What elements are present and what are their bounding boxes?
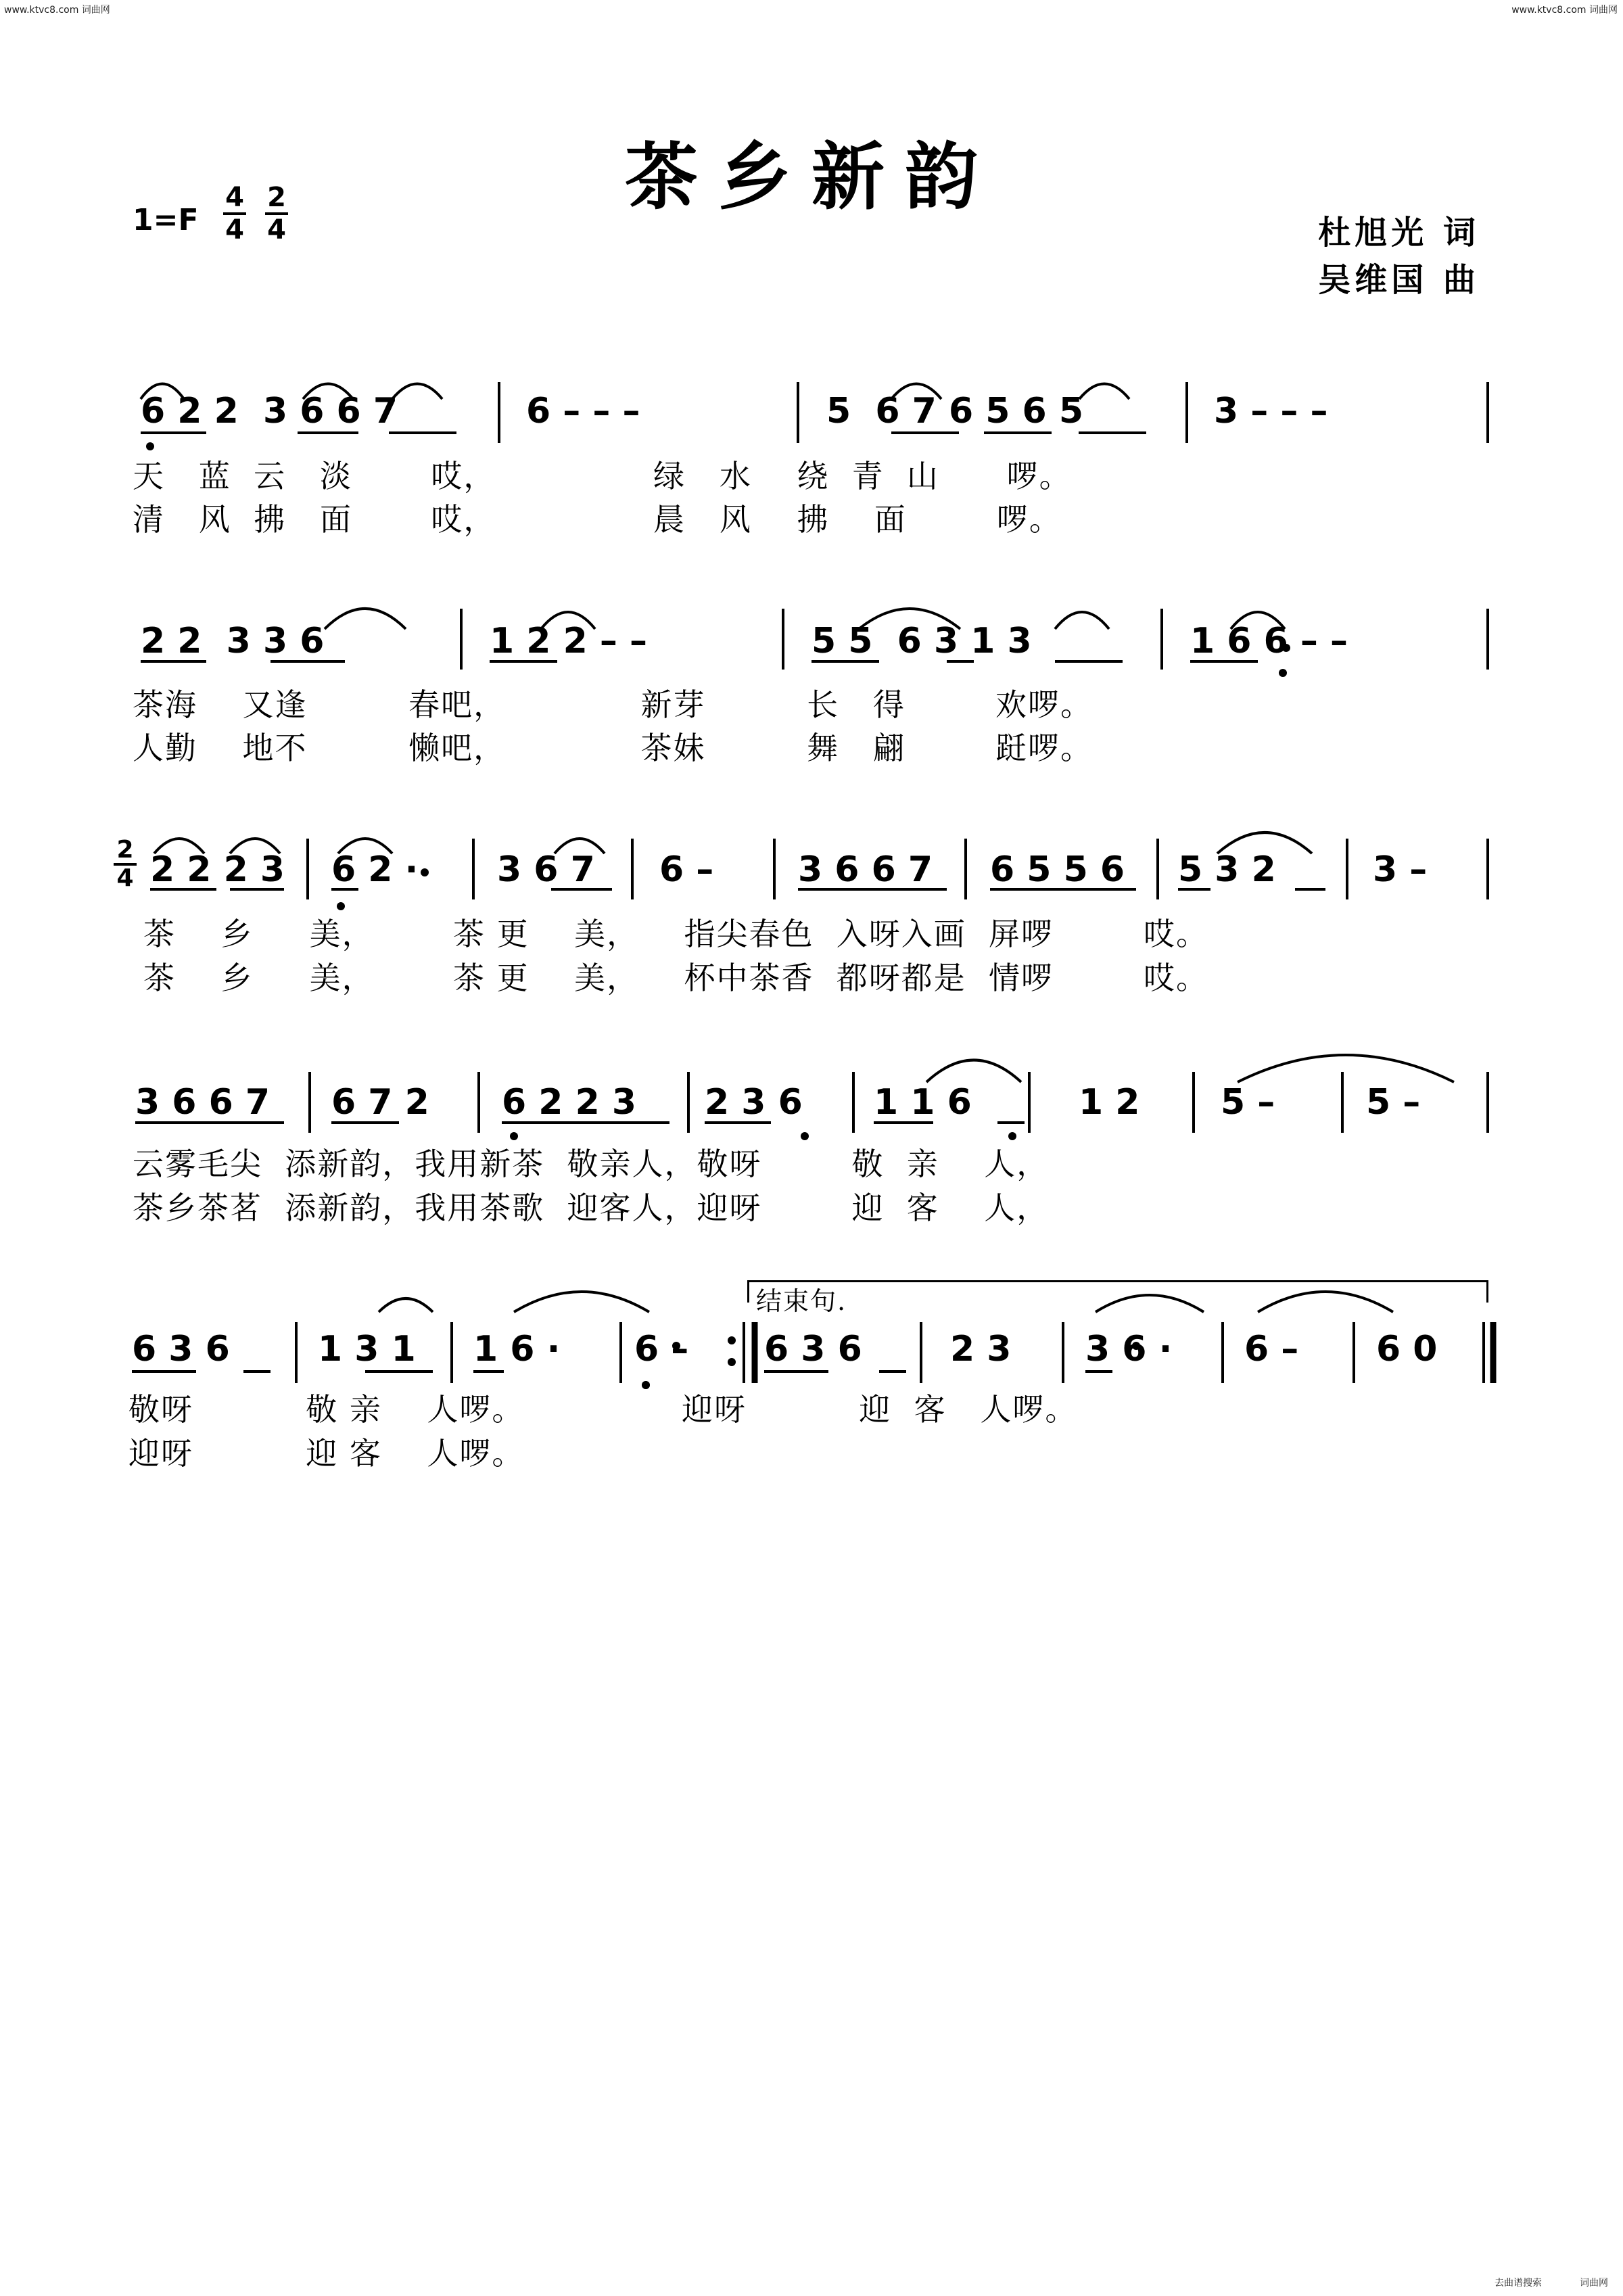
site-watermark-right: www.ktvc8.com 词曲网 [1511,5,1618,16]
row3-measure-3: 3 6 7 [497,849,595,890]
row3-measure-8: 3 – [1373,849,1428,890]
row4-measure-6: 1 2 [1079,1082,1140,1123]
row1-lyrics-verse2: 清 风 拂 面 哎， 晨 风 拂 面 啰。 [133,501,1062,538]
row1-measure-3: 5 6 7 6 5 6 5 [826,391,1083,431]
composer-credit: 吴维国 曲 [1318,261,1480,299]
row3-measure-7: 5 3 2 [1178,849,1276,890]
row5-measure-5: 6 3 6 [764,1329,862,1369]
row4-measure-5: 1 1 6 [874,1082,972,1123]
row2-measure-2: 1 2 2 – – [490,621,647,661]
row1-measure-4: 3 – – – [1214,391,1328,431]
row4-lyrics-verse2: 茶乡茶茗 添新韵，我用茶歌 迎客人，迎呀 迎 客 人， [133,1190,1050,1226]
row2-measure-4: 1 6 6 – – [1190,621,1348,661]
row5-measure-3: 1 6 · [473,1329,561,1369]
row5-lyrics-verse2: 迎呀 迎 客 人啰。 [128,1435,525,1472]
row3-measure-1: 2 2 2 3 [150,849,285,890]
row5-measure-6: 2 3 [950,1329,1012,1369]
ending-bracket [747,1280,1488,1303]
row5-measure-8: 6 – [1244,1329,1299,1369]
row2-measure-1: 2 2 3 3 6 [141,621,325,661]
song-title: 茶乡新韵 [624,135,998,220]
row1-measure-1: 6 2 2 3 6 6 7 [141,391,398,431]
time-signature-4-4: 4 4 [223,183,246,245]
row1-measure-2: 6 – – – [526,391,640,431]
row5-measure-4: 6 – [634,1329,689,1369]
row5-measure-1: 6 3 6 [132,1329,230,1369]
row3-measure-2: 6 2 · [331,849,419,890]
row5-lyrics-verse1: 敬呀 敬 亲 人啰。 迎呀 迎 客 人啰。 [128,1391,1078,1428]
row4-measure-4: 2 3 6 [705,1082,803,1123]
footer-watermark-right: 词曲网 [1580,2278,1608,2289]
row3-measure-6: 6 5 5 6 [990,849,1125,890]
row4-measure-2: 6 7 2 [331,1082,429,1123]
row4-measure-3: 6 2 2 3 [502,1082,637,1123]
row1-lyrics-verse1: 天 蓝 云 淡 哎， 绿 水 绕 青 山 啰。 [133,458,1072,494]
row3-lyrics-verse1: 茶 乡 美， 茶 更 美， 指尖春色 入呀入画 屏啰 哎。 [143,916,1209,952]
row5-measure-2: 1 3 1 [318,1329,416,1369]
row2-lyrics-verse2: 人勤 地不 懒吧， 茶妹 舞 翩 跹啰。 [133,730,1093,766]
row3-measure-5: 3 6 6 7 [798,849,933,890]
site-watermark-left: www.ktvc8.com 词曲网 [4,5,110,16]
lyricist-credit: 杜旭光 词 [1318,214,1480,252]
row4-measure-7: 5 – [1221,1082,1275,1123]
row3-lyrics-verse2: 茶 乡 美， 茶 更 美， 杯中茶香 都呀都是 情啰 哎。 [143,960,1209,996]
ending-label: 结束句. [756,1286,847,1316]
row5-measure-7: 3 6 · [1085,1329,1173,1369]
meter-change-2-4: 2 4 [114,837,137,891]
footer-watermark-left: 去曲谱搜索 [1495,2278,1542,2289]
row2-measure-3: 5 5 6 3 1 3 [812,621,1032,661]
row5-measure-9: 6 0 [1376,1329,1438,1369]
row2-lyrics-verse1: 茶海 又逢 春吧， 新芽 长 得 欢啰。 [133,686,1093,723]
row4-measure-8: 5 – [1366,1082,1421,1123]
row4-measure-1: 3 6 6 7 [135,1082,270,1123]
time-signature-2-4: 2 4 [265,183,288,245]
row3-measure-4: 6 – [659,849,714,890]
key-signature: 1=F [133,203,199,237]
row4-lyrics-verse1: 云雾毛尖 添新韵，我用新茶 敬亲人，敬呀 敬 亲 人， [133,1146,1050,1182]
